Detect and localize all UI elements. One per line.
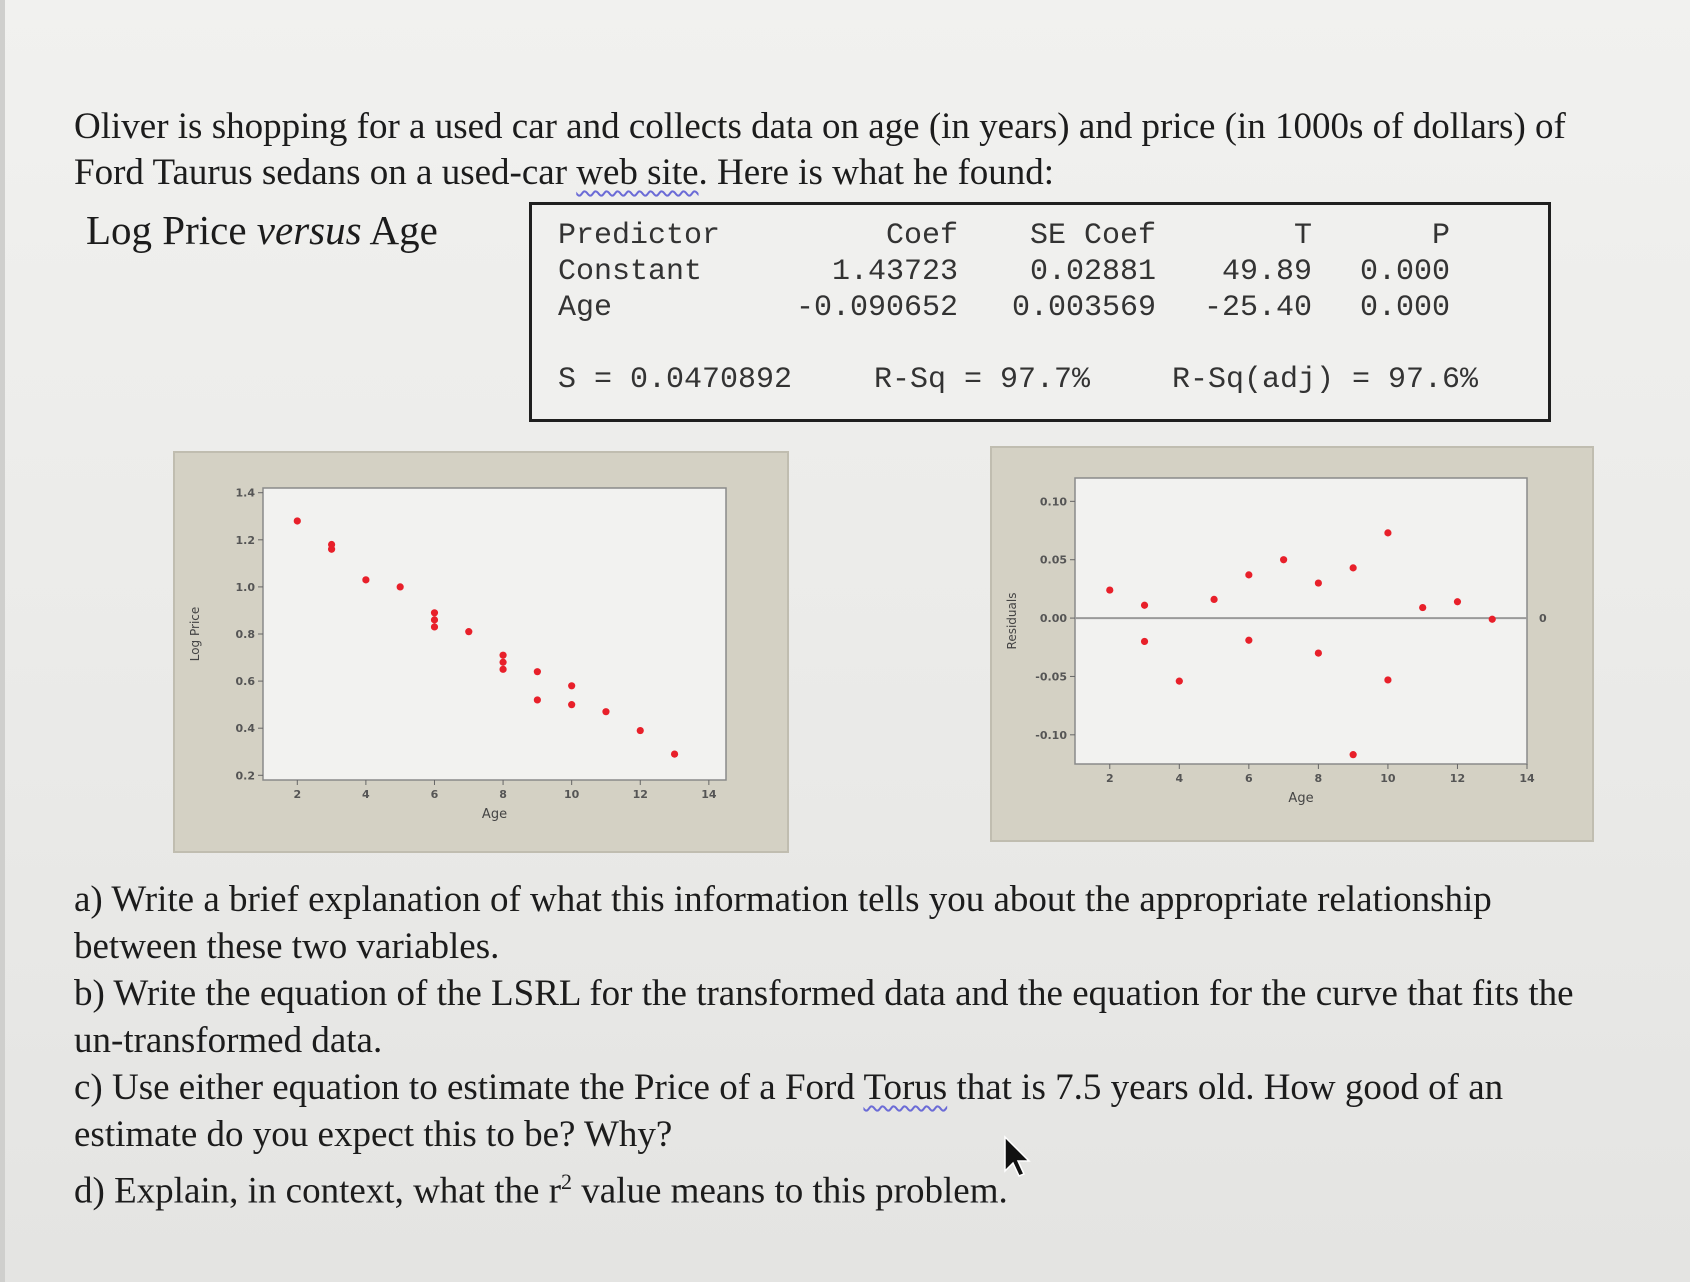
data-point	[1315, 650, 1322, 657]
data-point	[568, 701, 575, 708]
section-subtitle	[86, 206, 438, 254]
data-point	[362, 576, 369, 583]
data-point	[499, 659, 506, 666]
row-age-p: 0.000	[1359, 291, 1450, 325]
data-point	[1245, 637, 1252, 644]
data-point	[1489, 616, 1496, 623]
data-point	[1350, 564, 1357, 571]
subtitle-part-1: Log Price	[86, 207, 257, 253]
data-point	[534, 696, 541, 703]
zero-line-label: 0	[1539, 612, 1547, 626]
x-tick-label: 2	[1105, 772, 1114, 785]
data-point	[671, 750, 678, 757]
y-tick-label: 1.0	[235, 580, 255, 594]
question-d-end: value means to this problem.	[572, 1170, 1008, 1212]
x-tick-label: 2	[293, 788, 302, 801]
question-c-line-2: estimate do you expect this to be? Why?	[74, 1114, 673, 1155]
data-point	[1106, 586, 1113, 593]
question-d	[74, 1158, 1674, 1214]
web-site-text: web site	[576, 152, 699, 193]
x-tick-label: 10	[564, 788, 580, 801]
x-tick-label: 14	[1519, 772, 1535, 785]
x-tick-label: 8	[499, 788, 507, 801]
regression-output	[529, 202, 1551, 422]
x-tick-label: 12	[1449, 772, 1466, 785]
data-point	[1210, 596, 1217, 603]
data-point	[568, 682, 575, 689]
torus-text: Torus	[863, 1067, 948, 1108]
intro-paragraph	[74, 104, 1664, 196]
data-point	[294, 517, 301, 524]
row-constant-label: Constant	[558, 255, 703, 289]
residual-scatterplot	[990, 446, 1594, 842]
row-age-t: -25.40	[1203, 291, 1312, 325]
data-point	[328, 546, 335, 553]
rsq-value: R-Sq = 97.7%	[874, 363, 1091, 397]
y-tick-label: 0.05	[1039, 553, 1067, 567]
y-axis-label: Residuals	[1005, 592, 1019, 650]
data-point	[602, 708, 609, 715]
y-tick-label: 1.2	[235, 533, 255, 547]
data-point	[1141, 602, 1148, 609]
subtitle-part-2: versus	[256, 207, 362, 253]
question-c-start: c) Use either equation to estimate the Price of a Ford	[74, 1067, 864, 1108]
row-age-label: Age	[558, 291, 613, 325]
row-constant-se: 0.02881	[1029, 255, 1156, 289]
data-point	[637, 727, 644, 734]
data-point	[1141, 638, 1148, 645]
x-tick-label: 14	[701, 788, 717, 801]
x-tick-label: 6	[1245, 772, 1253, 785]
data-point	[1350, 751, 1357, 758]
data-point	[499, 666, 506, 673]
plot-area	[1075, 478, 1527, 764]
data-point	[1245, 571, 1252, 578]
row-age-se: 0.003569	[1011, 291, 1156, 325]
questions-block	[74, 876, 1674, 1214]
y-tick-label: 0.6	[235, 675, 255, 689]
page-edge	[0, 0, 5, 1282]
data-point	[1384, 676, 1391, 683]
data-point	[1454, 598, 1461, 605]
y-tick-label: 1.4	[235, 486, 255, 500]
question-a-line-2: between these two variables.	[74, 926, 500, 967]
data-point	[1315, 579, 1322, 586]
y-tick-label: -0.10	[1035, 728, 1067, 742]
x-tick-label: 8	[1314, 772, 1323, 785]
question-d-start: d) Explain, in context, what the r	[74, 1170, 562, 1212]
mouse-pointer-icon	[1003, 1135, 1033, 1179]
question-b-line-2: un-transformed data.	[74, 1020, 383, 1061]
y-tick-label: 0.8	[235, 628, 255, 641]
intro-line-1: Oliver is shopping for a used car and collects data on age (in years) and price (in 1000s of dollars) of	[74, 106, 1566, 147]
data-point	[1280, 556, 1287, 563]
rsq-adj-value: R-Sq(adj) = 97.6%	[1172, 363, 1479, 397]
row-constant-coef: 1.43723	[831, 255, 958, 289]
data-point	[534, 668, 541, 675]
question-c-end: that is 7.5 years old. How good of an	[947, 1067, 1504, 1108]
question-a-line-1: a) Write a brief explanation of what this information tells you about the appropriate relationship	[74, 879, 1492, 920]
row-constant-p: 0.000	[1359, 255, 1450, 289]
data-point	[1419, 604, 1426, 611]
data-point	[499, 652, 506, 659]
x-axis-label: Age	[481, 807, 508, 822]
y-tick-label: 0.2	[235, 769, 255, 783]
x-axis-label: Age	[1288, 791, 1314, 806]
row-age-coef: -0.090652	[795, 291, 958, 325]
x-tick-label: 4	[1175, 772, 1184, 785]
intro-line-2-end: . Here is what he found:	[698, 152, 1055, 193]
data-point	[465, 628, 472, 635]
s-value: S = 0.0470892	[558, 363, 793, 397]
header-coef: Coef	[885, 219, 958, 253]
row-constant-t: 49.89	[1221, 255, 1312, 289]
header-predictor: Predictor	[558, 219, 721, 253]
log-price-scatterplot	[173, 451, 789, 853]
x-tick-label: 12	[632, 788, 648, 801]
data-point	[431, 609, 438, 616]
data-point	[431, 623, 438, 630]
question-c-line-1	[74, 1064, 1674, 1111]
data-point	[1176, 678, 1183, 685]
header-p: P	[1431, 219, 1450, 253]
y-tick-label: 0.4	[235, 722, 255, 736]
x-tick-label: 4	[362, 788, 370, 801]
question-b-line-1: b) Write the equation of the LSRL for the transformed data and the equation for the curve that fits the	[74, 973, 1574, 1014]
r-squared-superscript: 2	[561, 1169, 573, 1194]
x-tick-label: 6	[430, 788, 439, 801]
x-tick-label: 10	[1380, 772, 1396, 785]
data-point	[431, 616, 438, 623]
y-tick-label: -0.05	[1035, 670, 1067, 684]
y-tick-label: 0.10	[1039, 495, 1067, 509]
y-tick-label: 0.00	[1039, 612, 1067, 626]
header-se-coef: SE Coef	[1029, 219, 1156, 253]
plot-area	[263, 488, 726, 780]
intro-line-2	[74, 150, 1664, 196]
subtitle-part-3: Age	[361, 207, 438, 253]
header-t: T	[1293, 219, 1312, 253]
intro-line-2-start: Ford Taurus sedans on a used-car	[74, 152, 577, 193]
data-point	[397, 583, 404, 590]
y-axis-label: Log Price	[188, 606, 202, 662]
data-point	[1384, 529, 1391, 536]
